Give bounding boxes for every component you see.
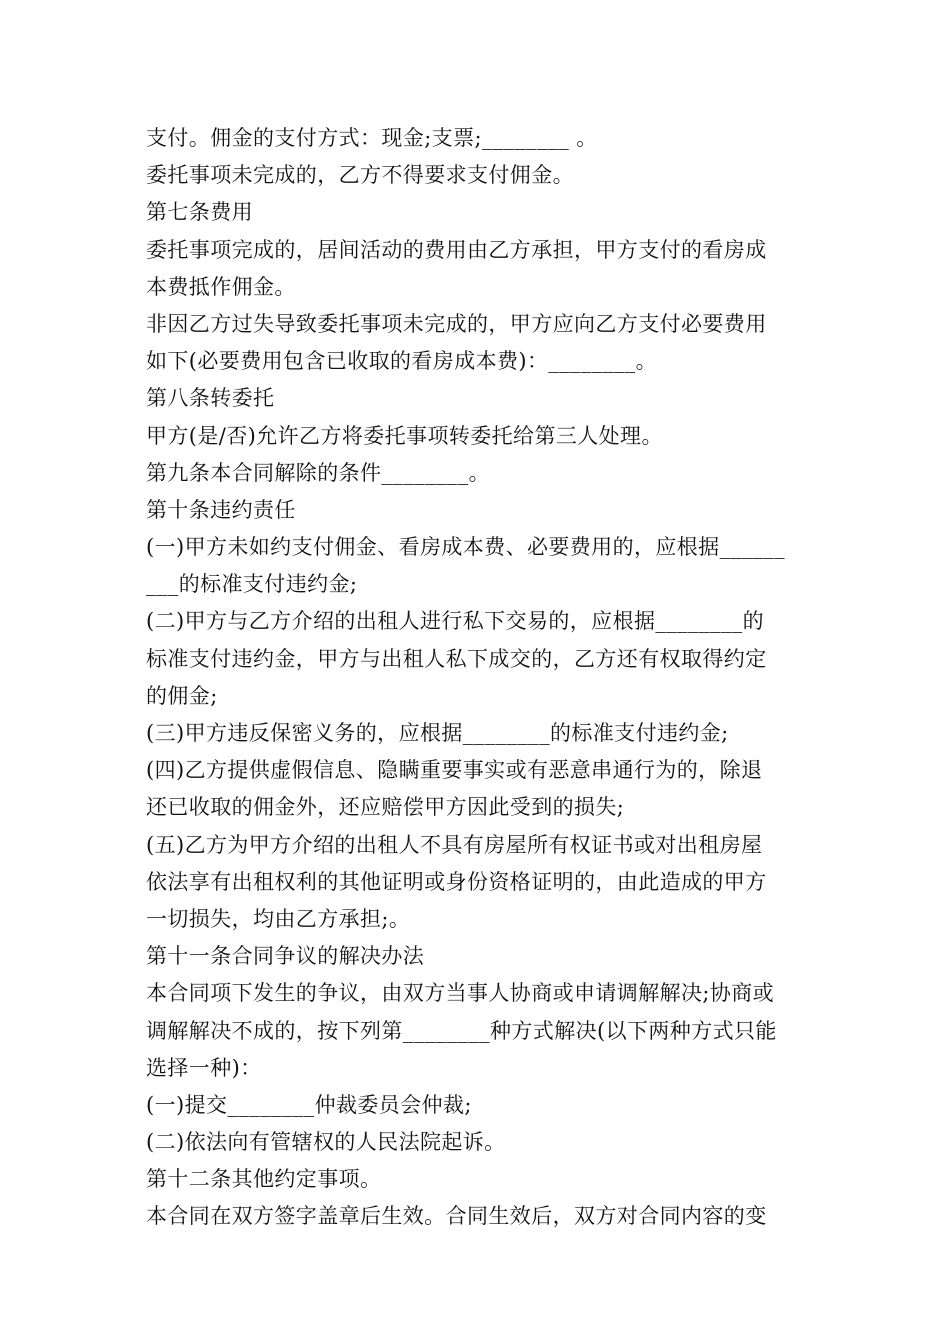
text-line: 一切损失，均由乙方承担;。 (146, 906, 411, 931)
section-heading: 第七条费用 (146, 200, 253, 225)
text-line: 选择一种)： (146, 1055, 262, 1080)
text-line: (四)乙方提供虚假信息、隐瞒重要事实或有恶意串通行为的，除退 (146, 758, 763, 783)
section-heading: 第九条本合同解除的条件________。 (146, 460, 490, 485)
document-body (146, 120, 810, 1236)
text-line: 本合同在双方签字盖章后生效。合同生效后，双方对合同内容的变 (146, 1204, 767, 1229)
text-line: 本费抵作佣金。 (146, 274, 296, 299)
text-line: 非因乙方过失导致委托事项未完成的，甲方应向乙方支付必要费用 (146, 311, 767, 336)
section-heading: 第八条转委托 (146, 386, 275, 411)
text-line: (二)甲方与乙方介绍的出租人进行私下交易的，应根据________的 (146, 609, 764, 634)
text-line: 本合同项下发生的争议，由双方当事人协商或申请调解解决;协商或 (146, 981, 775, 1006)
text-line: 如下(必要费用包含已收取的看房成本费)：________。 (146, 349, 657, 374)
section-heading: 第十一条合同争议的解决办法 (146, 944, 425, 969)
text-line: 调解解决不成的，按下列第________种方式解决(以下两种方式只能 (146, 1018, 777, 1043)
text-line: 委托事项完成的，居间活动的费用由乙方承担，甲方支付的看房成 (146, 237, 767, 262)
text-line: 标准支付违约金，甲方与出租人私下成交的，乙方还有权取得约定 (146, 646, 767, 671)
text-line: 委托事项未完成的，乙方不得要求支付佣金。 (146, 163, 574, 188)
text-line: 的佣金; (146, 683, 218, 708)
text-line: 依法享有出租权利的其他证明或身份资格证明的，由此造成的甲方 (146, 869, 767, 894)
section-heading: 第十二条其他约定事项。 (146, 1167, 382, 1192)
text-line: (一)提交________仲裁委员会仲裁; (146, 1092, 472, 1117)
text-line: (五)乙方为甲方介绍的出租人不具有房屋所有权证书或对出租房屋 (146, 832, 763, 857)
section-heading: 第十条违约责任 (146, 497, 296, 522)
text-line: (三)甲方违反保密义务的，应根据________的标准支付违约金; (146, 721, 729, 745)
text-line: ___的标准支付违约金; (146, 572, 358, 597)
text-line: 还已收取的佣金外，还应赔偿甲方因此受到的损失; (146, 795, 625, 820)
text-line: (一)甲方未如约支付佣金、看房成本费、必要费用的，应根据______ (146, 535, 785, 560)
text-line: (二)依法向有管辖权的人民法院起诉。 (146, 1130, 506, 1155)
text-line: 支付。佣金的支付方式：现金;支票;________ 。 (146, 126, 598, 150)
text-line: 甲方(是/否)允许乙方将委托事项转委托给第三人处理。 (146, 423, 663, 448)
